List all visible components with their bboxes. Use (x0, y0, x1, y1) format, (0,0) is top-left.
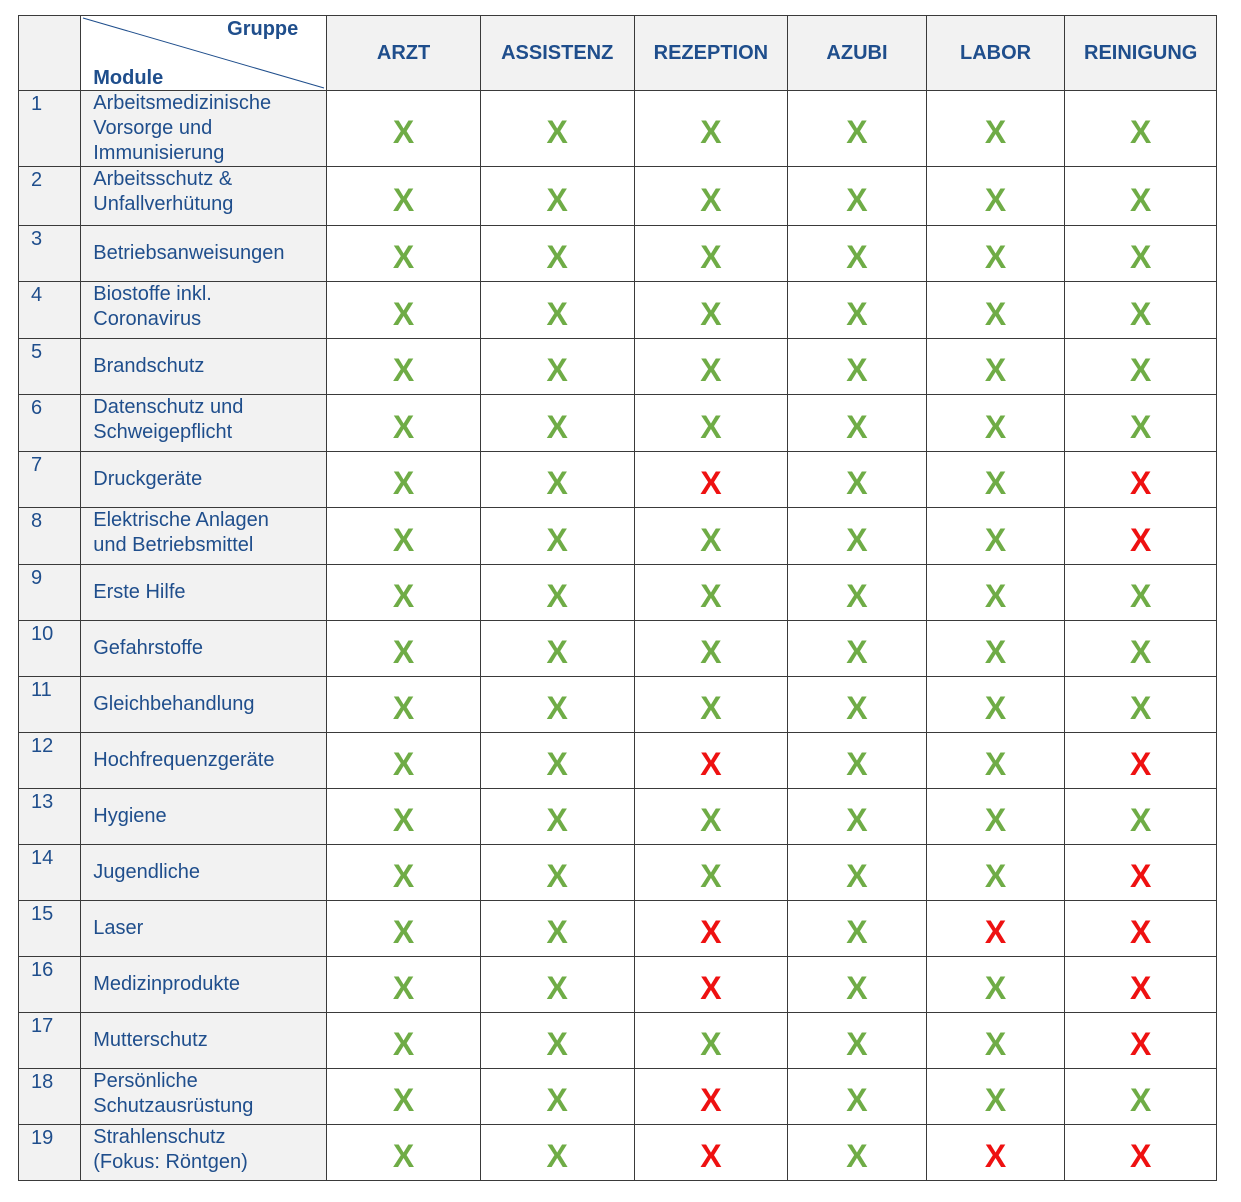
check-mark-yes: X (926, 452, 1065, 508)
check-mark-yes: X (480, 1125, 634, 1181)
module-name-line: Strahlenschutz (93, 1126, 226, 1148)
check-mark-yes: X (327, 565, 481, 621)
module-name-line: Medizinprodukte (93, 973, 240, 995)
module-name-line: Laser (93, 917, 144, 939)
check-mark-yes: X (1065, 282, 1217, 339)
check-mark-no: X (1065, 1013, 1217, 1069)
check-mark-no: X (1065, 508, 1217, 565)
table-row (19, 789, 1217, 845)
check-mark-no: X (634, 957, 788, 1013)
row-number: 4 (19, 282, 81, 339)
module-name-line: Gleichbehandlung (93, 693, 255, 715)
module-name (81, 901, 327, 957)
check-mark-yes: X (788, 1125, 927, 1181)
check-mark-yes: X (480, 733, 634, 789)
check-mark-yes: X (926, 1013, 1065, 1069)
check-mark-yes: X (327, 1125, 481, 1181)
check-mark-no: X (634, 452, 788, 508)
module-name (81, 957, 327, 1013)
check-mark-yes: X (480, 901, 634, 957)
table-row (19, 901, 1217, 957)
module-name (81, 845, 327, 901)
check-mark-yes: X (788, 395, 927, 452)
check-mark-yes: X (926, 395, 1065, 452)
check-mark-yes: X (327, 339, 481, 395)
check-mark-no: X (926, 1125, 1065, 1181)
check-mark-yes: X (926, 621, 1065, 677)
check-mark-yes: X (926, 91, 1065, 167)
check-mark-no: X (1065, 1125, 1217, 1181)
check-mark-no: X (1065, 733, 1217, 789)
table-row (19, 395, 1217, 452)
check-mark-yes: X (327, 621, 481, 677)
check-mark-yes: X (788, 508, 927, 565)
table-row (19, 167, 1217, 226)
module-name (81, 339, 327, 395)
check-mark-yes: X (1065, 167, 1217, 226)
module-name (81, 226, 327, 282)
table-row (19, 91, 1217, 167)
table-row (19, 339, 1217, 395)
table-row (19, 621, 1217, 677)
check-mark-yes: X (327, 282, 481, 339)
check-mark-yes: X (480, 677, 634, 733)
check-mark-yes: X (926, 565, 1065, 621)
table-row (19, 282, 1217, 339)
check-mark-no: X (634, 901, 788, 957)
module-name-line: und Betriebsmittel (93, 534, 254, 556)
module-name (81, 621, 327, 677)
module-name (81, 677, 327, 733)
row-number: 2 (19, 167, 81, 226)
row-number: 7 (19, 452, 81, 508)
check-mark-yes: X (1065, 621, 1217, 677)
group-header-azubi: AZUBI (788, 16, 927, 91)
check-mark-yes: X (1065, 395, 1217, 452)
table-row (19, 452, 1217, 508)
row-number: 6 (19, 395, 81, 452)
table-row (19, 1013, 1217, 1069)
module-name-line: (Fokus: Röntgen) (93, 1151, 248, 1173)
module-name (81, 91, 327, 167)
check-mark-no: X (926, 901, 1065, 957)
check-mark-yes: X (788, 339, 927, 395)
check-mark-yes: X (1065, 565, 1217, 621)
module-name-line: Druckgeräte (93, 468, 203, 490)
check-mark-yes: X (788, 845, 927, 901)
module-name (81, 508, 327, 565)
check-mark-yes: X (480, 565, 634, 621)
check-mark-yes: X (327, 1013, 481, 1069)
check-mark-yes: X (327, 957, 481, 1013)
check-mark-yes: X (327, 901, 481, 957)
module-name-line: Unfallverhütung (93, 193, 234, 215)
check-mark-yes: X (480, 395, 634, 452)
module-group-matrix (18, 15, 1217, 1181)
module-label: Module (93, 67, 164, 89)
check-mark-yes: X (327, 91, 481, 167)
module-name (81, 1013, 327, 1069)
module-name-line: Gefahrstoffe (93, 637, 203, 659)
check-mark-yes: X (327, 677, 481, 733)
check-mark-yes: X (788, 565, 927, 621)
module-name-line: Vorsorge und (93, 117, 213, 139)
row-number: 1 (19, 91, 81, 167)
check-mark-yes: X (480, 845, 634, 901)
table-row (19, 845, 1217, 901)
table-row (19, 1069, 1217, 1125)
module-name-line: Biostoffe inkl. (93, 283, 212, 305)
check-mark-yes: X (926, 508, 1065, 565)
module-name-line: Hygiene (93, 805, 167, 827)
check-mark-yes: X (788, 677, 927, 733)
check-mark-yes: X (788, 452, 927, 508)
check-mark-no: X (1065, 957, 1217, 1013)
check-mark-yes: X (327, 733, 481, 789)
module-name (81, 452, 327, 508)
check-mark-yes: X (480, 621, 634, 677)
check-mark-yes: X (926, 789, 1065, 845)
group-header-assistenz: ASSISTENZ (480, 16, 634, 91)
module-name (81, 282, 327, 339)
check-mark-yes: X (926, 845, 1065, 901)
check-mark-yes: X (327, 508, 481, 565)
check-mark-yes: X (634, 91, 788, 167)
check-mark-yes: X (1065, 789, 1217, 845)
check-mark-yes: X (1065, 339, 1217, 395)
check-mark-yes: X (480, 789, 634, 845)
module-name-line: Betriebsanweisungen (93, 242, 285, 264)
module-name-line: Hochfrequenzgeräte (93, 749, 275, 771)
module-name-line: Mutterschutz (93, 1029, 208, 1051)
check-mark-yes: X (634, 226, 788, 282)
check-mark-yes: X (480, 452, 634, 508)
check-mark-yes: X (788, 282, 927, 339)
check-mark-yes: X (634, 508, 788, 565)
check-mark-yes: X (327, 395, 481, 452)
row-number: 8 (19, 508, 81, 565)
row-number: 12 (19, 733, 81, 789)
check-mark-yes: X (788, 789, 927, 845)
module-name-line: Coronavirus (93, 308, 202, 330)
header-row (19, 16, 1217, 91)
module-name (81, 1125, 327, 1181)
row-number: 11 (19, 677, 81, 733)
check-mark-yes: X (788, 621, 927, 677)
check-mark-yes: X (926, 226, 1065, 282)
group-header-arzt: ARZT (327, 16, 481, 91)
table-row (19, 677, 1217, 733)
check-mark-yes: X (480, 282, 634, 339)
check-mark-yes: X (480, 957, 634, 1013)
group-header-reinigung: REINIGUNG (1065, 16, 1217, 91)
module-name (81, 789, 327, 845)
check-mark-yes: X (327, 452, 481, 508)
check-mark-yes: X (327, 226, 481, 282)
module-name-line: Erste Hilfe (93, 581, 186, 603)
check-mark-yes: X (634, 167, 788, 226)
check-mark-yes: X (327, 1069, 481, 1125)
check-mark-yes: X (788, 1069, 927, 1125)
check-mark-yes: X (480, 167, 634, 226)
group-header-rezeption: REZEPTION (634, 16, 788, 91)
row-number: 9 (19, 565, 81, 621)
check-mark-yes: X (634, 845, 788, 901)
check-mark-no: X (1065, 452, 1217, 508)
module-name-line: Schweigepflicht (93, 421, 233, 443)
row-number: 5 (19, 339, 81, 395)
check-mark-yes: X (926, 282, 1065, 339)
module-name-line: Jugendliche (93, 861, 200, 883)
module-name-line: Immunisierung (93, 142, 225, 164)
module-name (81, 1069, 327, 1125)
module-name-line: Arbeitsmedizinische (93, 92, 272, 114)
row-number: 13 (19, 789, 81, 845)
row-number: 15 (19, 901, 81, 957)
check-mark-yes: X (788, 733, 927, 789)
check-mark-yes: X (634, 565, 788, 621)
module-name-line: Schutzausrüstung (93, 1095, 254, 1117)
check-mark-yes: X (634, 1013, 788, 1069)
check-mark-yes: X (634, 621, 788, 677)
module-name (81, 733, 327, 789)
check-mark-yes: X (634, 677, 788, 733)
table-row (19, 957, 1217, 1013)
check-mark-no: X (1065, 845, 1217, 901)
check-mark-no: X (634, 733, 788, 789)
matrix-body (19, 91, 1217, 1181)
check-mark-yes: X (327, 845, 481, 901)
row-number: 17 (19, 1013, 81, 1069)
check-mark-yes: X (788, 226, 927, 282)
check-mark-yes: X (788, 91, 927, 167)
check-mark-yes: X (926, 339, 1065, 395)
module-name (81, 395, 327, 452)
check-mark-yes: X (926, 1069, 1065, 1125)
check-mark-no: X (1065, 901, 1217, 957)
check-mark-no: X (634, 1125, 788, 1181)
table-row (19, 1125, 1217, 1181)
row-number: 19 (19, 1125, 81, 1181)
check-mark-yes: X (480, 91, 634, 167)
check-mark-yes: X (1065, 1069, 1217, 1125)
check-mark-yes: X (327, 789, 481, 845)
table-row (19, 226, 1217, 282)
check-mark-yes: X (480, 1069, 634, 1125)
table-row (19, 508, 1217, 565)
module-name (81, 167, 327, 226)
row-number: 3 (19, 226, 81, 282)
check-mark-yes: X (1065, 91, 1217, 167)
check-mark-yes: X (634, 789, 788, 845)
check-mark-yes: X (788, 1013, 927, 1069)
module-name-line: Brandschutz (93, 355, 205, 377)
check-mark-yes: X (480, 1013, 634, 1069)
check-mark-yes: X (634, 395, 788, 452)
check-mark-yes: X (327, 167, 481, 226)
gruppe-label: Gruppe (227, 18, 299, 40)
header-corner-cell (81, 16, 327, 91)
check-mark-yes: X (926, 733, 1065, 789)
check-mark-yes: X (480, 339, 634, 395)
check-mark-no: X (634, 1069, 788, 1125)
check-mark-yes: X (926, 957, 1065, 1013)
check-mark-yes: X (1065, 226, 1217, 282)
module-name-line: Arbeitsschutz & (93, 168, 233, 190)
check-mark-yes: X (788, 957, 927, 1013)
check-mark-yes: X (634, 339, 788, 395)
table-row (19, 733, 1217, 789)
check-mark-yes: X (788, 901, 927, 957)
row-number: 16 (19, 957, 81, 1013)
row-number: 18 (19, 1069, 81, 1125)
table-row (19, 565, 1217, 621)
row-number: 10 (19, 621, 81, 677)
check-mark-yes: X (480, 226, 634, 282)
module-name-line: Persönliche (93, 1070, 198, 1092)
check-mark-yes: X (788, 167, 927, 226)
check-mark-yes: X (634, 282, 788, 339)
header-number-cell (19, 16, 81, 91)
check-mark-yes: X (1065, 677, 1217, 733)
check-mark-yes: X (480, 508, 634, 565)
module-name-line: Datenschutz und (93, 396, 244, 418)
check-mark-yes: X (926, 167, 1065, 226)
group-header-labor: LABOR (926, 16, 1065, 91)
check-mark-yes: X (926, 677, 1065, 733)
row-number: 14 (19, 845, 81, 901)
module-name (81, 565, 327, 621)
module-name-line: Elektrische Anlagen (93, 509, 269, 531)
